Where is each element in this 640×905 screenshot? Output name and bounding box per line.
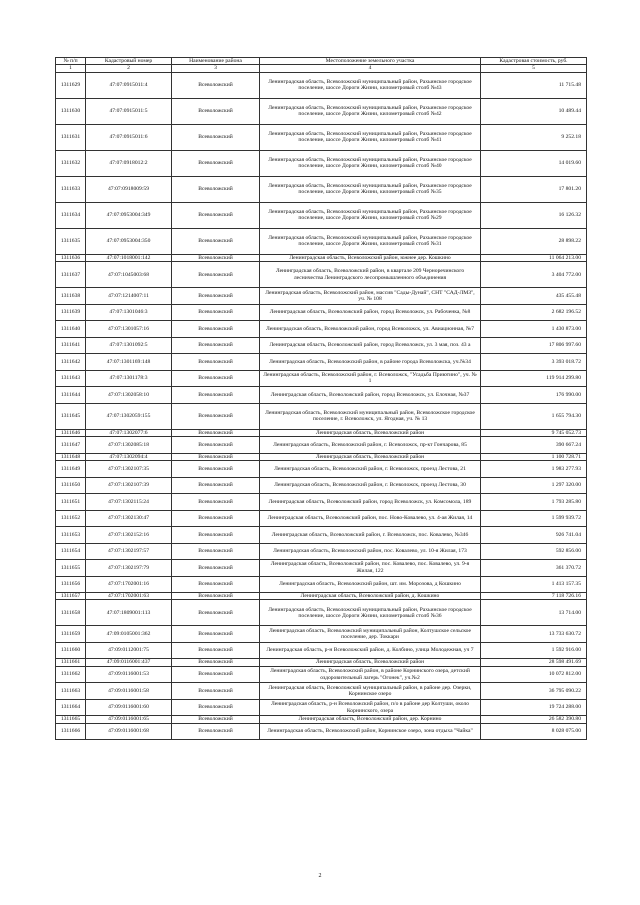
location-cell: Ленинградская область, Всеволожский район, г. Всеволожск, проезд Лестова, 30 [260,477,481,494]
row-number-cell: 1311654 [56,543,86,560]
table-row [56,403,587,429]
row-number-cell: 1311651 [56,494,86,511]
cadastral-value-cell: 11 715.48 [481,72,587,98]
district-cell: Всеволожский [172,354,260,371]
cadastral-value-cell: 1 430 873.00 [481,321,587,338]
row-number-cell: 1311631 [56,124,86,150]
row-number-cell: 1311653 [56,527,86,544]
column-number-row [56,65,587,72]
row-number-cell: 1311665 [56,716,86,723]
table-row [56,576,587,593]
cadastral-value-cell: 16 126.32 [481,202,587,228]
cadastral-value-cell: 36 795 090.22 [481,683,587,700]
district-cell: Всеволожский [172,527,260,544]
table-row [56,150,587,176]
header-cadastral-number: Кадастровый номер [86,58,172,65]
cadastral-value-cell: 1 592 916.00 [481,642,587,659]
table-row [56,666,587,683]
cadastral-number-cell: 47:07:0918012:2 [86,150,172,176]
table-row [56,510,587,527]
row-number-cell: 1311638 [56,288,86,305]
district-cell: Всеволожский [172,321,260,338]
row-number-cell: 1311661 [56,659,86,666]
row-number-cell: 1311652 [56,510,86,527]
cadastral-value-cell: 926 741.04 [481,527,587,544]
district-cell: Всеволожский [172,461,260,478]
cadastral-value-cell: 26 582 390.80 [481,716,587,723]
cadastral-number-cell: 47:07:0915011:5 [86,98,172,124]
district-cell: Всеволожский [172,72,260,98]
cadastral-number-cell: 47:09:0116001:60 [86,699,172,716]
district-cell: Всеволожский [172,337,260,354]
location-cell: Ленинградская область, Всеволожский район, г. Всеволожск, "Усадьба Приютино", уч. № 1 [260,370,481,387]
cadastral-value-cell: 9 745 052.73 [481,429,587,436]
location-cell: Ленинградская область, Всеволожский район, пос. Ново-Ковалево, ул. 4-ая Жилая, 14 [260,510,481,527]
column-number: 3 [172,65,260,72]
district-cell: Всеволожский [172,543,260,560]
district-cell: Всеволожский [172,699,260,716]
cadastral-number-cell: 47:07:0918009:59 [86,176,172,202]
row-number-cell: 1311632 [56,150,86,176]
cadastral-number-cell: 47:07:1302059:155 [86,403,172,429]
location-cell: Ленинградская область, Всеволожский район, массив "Сады-Дунай", СНТ "САД-ЛМЗ", уч. № 108 [260,288,481,305]
district-cell: Всеволожский [172,600,260,626]
document-sheet [55,57,586,740]
district-cell: Всеволожский [172,477,260,494]
row-number-cell: 1311636 [56,254,86,261]
location-cell: Ленинградская область, р-н Всеволожский район, д. Колбино, улица Молодежная, уч 7 [260,642,481,659]
cadastral-number-cell: 47:07:1302107:35 [86,461,172,478]
location-cell: Ленинградская область, Всеволожский район, город Всеволожск, ул. Елочная, №37 [260,387,481,404]
location-cell: Ленинградская область, Всеволожский район, город Всеволожск, ул. Рабоченка, №8 [260,304,481,321]
cadastral-value-cell: 3 404 772.00 [481,262,587,288]
district-cell: Всеволожский [172,683,260,700]
row-number-cell: 1311663 [56,683,86,700]
row-number-cell: 1311635 [56,228,86,254]
cadastral-number-cell: 47:07:0953004:350 [86,228,172,254]
cadastral-number-cell: 47:09:0116001:68 [86,723,172,740]
table-row [56,593,587,600]
table-row [56,600,587,626]
row-number-cell: 1311645 [56,403,86,429]
district-cell: Всеволожский [172,593,260,600]
cadastral-value-cell: 3 393 018.72 [481,354,587,371]
cadastral-value-cell: 1 297 320.00 [481,477,587,494]
table-row [56,288,587,305]
district-cell: Всеволожский [172,437,260,454]
header-row-number: № п/п [56,58,86,65]
row-number-cell: 1311646 [56,429,86,436]
cadastral-number-cell: 47:07:1809001:113 [86,600,172,626]
cadastral-number-cell: 47:07:1302058:10 [86,387,172,404]
cadastral-value-cell: 1 983 277.93 [481,461,587,478]
row-number-cell: 1311658 [56,600,86,626]
table-row [56,337,587,354]
location-cell: Ленинградская область, Всеволожский район, Корнинское озеро, зона отдыха "Чайка" [260,723,481,740]
cadastral-number-cell: 47:07:1301092:5 [86,337,172,354]
district-cell: Всеволожский [172,723,260,740]
cadastral-value-cell: 17 806 997.60 [481,337,587,354]
cadastral-value-cell: 8 028 075.00 [481,723,587,740]
column-number: 5 [481,65,587,72]
district-cell: Всеволожский [172,124,260,150]
cadastral-number-cell: 47:09:0116001:437 [86,659,172,666]
table-row [56,659,587,666]
cadastral-number-cell: 47:07:1302152:16 [86,527,172,544]
table-row [56,124,587,150]
header-district: Наименование района [172,58,260,65]
column-number: 4 [260,65,481,72]
cadastral-value-cell: 17 801.20 [481,176,587,202]
table-row [56,683,587,700]
row-number-cell: 1311657 [56,593,86,600]
location-cell: Ленинградская область, Всеволожский муниципальный район, Рахьинское городское поселение, шоссе Дороги Жизни, километровый столб №42 [260,98,481,124]
cadastral-number-cell: 47:07:0953004:349 [86,202,172,228]
location-cell: Ленинградская область, Всеволожский район, в районе Корнинского озера, детский оздоровительный лагерь "Огонек", уч.№2 [260,666,481,683]
table-row [56,202,587,228]
location-cell: Ленинградская область, Всеволожский муниципальный район, Колтушское сельское поселение, дер. Токкари [260,626,481,643]
cadastral-value-cell: 1 655 794.30 [481,403,587,429]
cadastral-value-cell: 1 413 157.35 [481,576,587,593]
cadastral-number-cell: 47:07:1214007:11 [86,288,172,305]
cadastral-number-cell: 47:09:0116001:65 [86,716,172,723]
cadastral-value-cell: 10 489.44 [481,98,587,124]
district-cell: Всеволожский [172,576,260,593]
location-cell: Ленинградская область, Всеволожский район [260,659,481,666]
table-body [56,72,587,739]
cadastral-value-cell: 176 990.00 [481,387,587,404]
table-row [56,716,587,723]
row-number-cell: 1311644 [56,387,86,404]
row-number-cell: 1311643 [56,370,86,387]
cadastral-number-cell: 47:07:1302130:47 [86,510,172,527]
cadastral-number-cell: 47:07:1702001:16 [86,576,172,593]
table-row [56,304,587,321]
table-row [56,387,587,404]
district-cell: Всеволожский [172,510,260,527]
cadastral-value-cell: 14 019.60 [481,150,587,176]
district-cell: Всеволожский [172,370,260,387]
cadastral-value-cell: 119 914 299.80 [481,370,587,387]
district-cell: Всеволожский [172,304,260,321]
district-cell: Всеволожский [172,403,260,429]
location-cell: Ленинградская область, Всеволожский район [260,453,481,460]
table-row [56,437,587,454]
table-row [56,461,587,478]
table-row [56,321,587,338]
location-cell: Ленинградская область, Всеволожский муниципальный район, Всеволожское городское поселение, г. Всеволожск, ул. Ягодная, уч. № 13 [260,403,481,429]
location-cell: Ленинградская область, Всеволожский район, город Всеволожск, ул. Авиационная, №7 [260,321,481,338]
table-row [56,370,587,387]
row-number-cell: 1311641 [56,337,86,354]
cadastral-number-cell: 47:07:1301057:16 [86,321,172,338]
row-number-cell: 1311647 [56,437,86,454]
table-row [56,723,587,740]
location-cell: Ленинградская область, Всеволожский район, город Всеволожск, ул. Комсомола, 189 [260,494,481,511]
cadastral-value-table [55,57,587,740]
district-cell: Всеволожский [172,716,260,723]
table-row [56,699,587,716]
cadastral-number-cell: 47:07:1302197:79 [86,560,172,577]
table-row [56,98,587,124]
cadastral-value-cell: 1 793 285.80 [481,494,587,511]
location-cell: Ленинградская область, Всеволожский район, в районе города Всеволожска, уч.№34 [260,354,481,371]
location-cell: Ленинградская область, Всеволожский район [260,429,481,436]
location-cell: Ленинградская область, Всеволожский район, дер. Корнино [260,716,481,723]
cadastral-value-cell: 10 072 812.00 [481,666,587,683]
column-number: 1 [56,65,86,72]
cadastral-number-cell: 47:07:1302115:24 [86,494,172,511]
cadastral-number-cell: 47:07:1301178:3 [86,370,172,387]
cadastral-number-cell: 47:07:1702001:63 [86,593,172,600]
row-number-cell: 1311662 [56,666,86,683]
row-number-cell: 1311642 [56,354,86,371]
table-row [56,527,587,544]
row-number-cell: 1311633 [56,176,86,202]
cadastral-number-cell: 47:09:0116001:53 [86,666,172,683]
district-cell: Всеволожский [172,659,260,666]
location-cell: Ленинградская область, Всеволожский муниципальный район, Рахьинское городское поселение, шоссе Дороги Жизни, километровый столб №36 [260,600,481,626]
cadastral-number-cell: 47:09:0105001:362 [86,626,172,643]
district-cell: Всеволожский [172,98,260,124]
row-number-cell: 1311650 [56,477,86,494]
cadastral-value-cell: 13 714.00 [481,600,587,626]
table-header-row [56,58,587,65]
cadastral-number-cell: 47:07:1045003:68 [86,262,172,288]
cadastral-number-cell: 47:07:1302085:18 [86,437,172,454]
district-cell: Всеволожский [172,666,260,683]
row-number-cell: 1311655 [56,560,86,577]
location-cell: Ленинградская область, Всеволожский район, город Всеволожск, ул. 3 мая, поз. 43 а [260,337,481,354]
cadastral-value-cell: 28 898.22 [481,228,587,254]
row-number-cell: 1311656 [56,576,86,593]
row-number-cell: 1311629 [56,72,86,98]
row-number-cell: 1311659 [56,626,86,643]
district-cell: Всеволожский [172,387,260,404]
header-cadastral-value: Кадастровая стоимость, руб. [481,58,587,65]
district-cell: Всеволожский [172,494,260,511]
row-number-cell: 1311666 [56,723,86,740]
table-row [56,453,587,460]
location-cell: Ленинградская область, Всеволожский муниципальный район, Рахьинское городское поселение, шоссе Дороги Жизни, километровый столб №35 [260,176,481,202]
location-cell: Ленинградская область, Всеволожский район, пос. Ковалево, пос. Ковалево, ул. 9-я Жилая, 122 [260,560,481,577]
row-number-cell: 1311640 [56,321,86,338]
cadastral-value-cell: 13 733 630.72 [481,626,587,643]
cadastral-number-cell: 47:07:1302094:4 [86,453,172,460]
cadastral-value-cell: 11 064 213.00 [481,254,587,261]
column-number: 2 [86,65,172,72]
location-cell: Ленинградская область, Всеволожский муниципальный район, Рахьинское городское поселение, шоссе Дороги Жизни, километровый столб №40 [260,150,481,176]
district-cell: Всеволожский [172,202,260,228]
district-cell: Всеволожский [172,288,260,305]
district-cell: Всеволожский [172,429,260,436]
table-row [56,254,587,261]
row-number-cell: 1311660 [56,642,86,659]
location-cell: Ленинградская область, Всеволожский район, шт. им. Морозова, д Кошкино [260,576,481,593]
cadastral-number-cell: 47:07:1018001:142 [86,254,172,261]
cadastral-value-cell: 7 118 726.16 [481,593,587,600]
cadastral-number-cell: 47:07:1301046:3 [86,304,172,321]
cadastral-number-cell: 47:07:1302107:39 [86,477,172,494]
district-cell: Всеволожский [172,642,260,659]
location-cell: Ленинградская область, Всеволожский район, г. Всеволожск, проезд Лестова, 21 [260,461,481,478]
table-row [56,228,587,254]
location-cell: Ленинградская область, Всеволожский район, г. Всеволожск, пр-кт Гончарова, 85 [260,437,481,454]
district-cell: Всеволожский [172,150,260,176]
district-cell: Всеволожский [172,254,260,261]
row-number-cell: 1311664 [56,699,86,716]
location-cell: Ленинградская область, Всеволожский муниципальный район, Рахьинское городское поселение, шоссе Дороги Жизни, километровый столб №43 [260,72,481,98]
location-cell: Ленинградская область, Всеволожский муниципальный район, в районе дер. Озерки, Корнинское озеро [260,683,481,700]
table-row [56,560,587,577]
district-cell: Всеволожский [172,626,260,643]
row-number-cell: 1311639 [56,304,86,321]
cadastral-number-cell: 47:07:0915011:4 [86,72,172,98]
district-cell: Всеволожский [172,453,260,460]
table-row [56,494,587,511]
location-cell: Ленинградская область, Всеволожский район, в квартале 209 Черноречинского лесничества Ленинградского лесопромышленного объединения [260,262,481,288]
cadastral-number-cell: 47:09:0112001:75 [86,642,172,659]
location-cell: Ленинградская область, р-н Всеволожский район, п/о в районе дер Колтуши, около Корнинского, озера [260,699,481,716]
table-row [56,176,587,202]
table-row [56,262,587,288]
cadastral-value-cell: 19 724 288.00 [481,699,587,716]
cadastral-value-cell: 361 370.72 [481,560,587,577]
cadastral-value-cell: 435 455.48 [481,288,587,305]
cadastral-number-cell: 47:07:0915011:6 [86,124,172,150]
location-cell: Ленинградская область, Всеволожский муниципальный район, Рахьинское городское поселение, шоссе Дороги Жизни, километровый столб №29 [260,202,481,228]
location-cell: Ленинградская область, Всеволожский муниципальный район, Рахьинское городское поселение, шоссе Дороги Жизни, километровый столб №41 [260,124,481,150]
table-row [56,72,587,98]
district-cell: Всеволожский [172,560,260,577]
district-cell: Всеволожский [172,228,260,254]
location-cell: Ленинградская область, Всеволожский район, пос. Ковалево, ул. 10-я Жилая, 173 [260,543,481,560]
cadastral-number-cell: 47:07:1301169:148 [86,354,172,371]
district-cell: Всеволожский [172,176,260,202]
cadastral-value-cell: 390 667.24 [481,437,587,454]
cadastral-value-cell: 1 599 939.72 [481,510,587,527]
row-number-cell: 1311649 [56,461,86,478]
cadastral-value-cell: 592 856.00 [481,543,587,560]
location-cell: Ленинградская область, Всеволожский район, д. Кошкино [260,593,481,600]
page-number: 2 [318,873,322,879]
row-number-cell: 1311637 [56,262,86,288]
cadastral-value-cell: 9 252.18 [481,124,587,150]
location-cell: Ленинградская область, Всеволожский муниципальный район, Рахьинское городское поселение, шоссе Дороги Жизни, километровый столб №31 [260,228,481,254]
table-row [56,543,587,560]
cadastral-value-cell: 2 682 196.52 [481,304,587,321]
table-row [56,354,587,371]
district-cell: Всеволожский [172,262,260,288]
cadastral-value-cell: 28 598 491.69 [481,659,587,666]
row-number-cell: 1311634 [56,202,86,228]
cadastral-number-cell: 47:09:0116001:58 [86,683,172,700]
location-cell: Ленинградская область, Всеволожский район, южнее дер. Кошкино [260,254,481,261]
table-row [56,626,587,643]
cadastral-number-cell: 47:07:1302077:6 [86,429,172,436]
table-row [56,429,587,436]
cadastral-number-cell: 47:07:1302197:57 [86,543,172,560]
location-cell: Ленинградская область, Всеволожский район, г. Всеволожск, пос. Ковалево, №346 [260,527,481,544]
header-location: Местоположение земельного участка [260,58,481,65]
row-number-cell: 1311630 [56,98,86,124]
cadastral-value-cell: 1 100 728.71 [481,453,587,460]
table-row [56,477,587,494]
table-row [56,642,587,659]
row-number-cell: 1311648 [56,453,86,460]
